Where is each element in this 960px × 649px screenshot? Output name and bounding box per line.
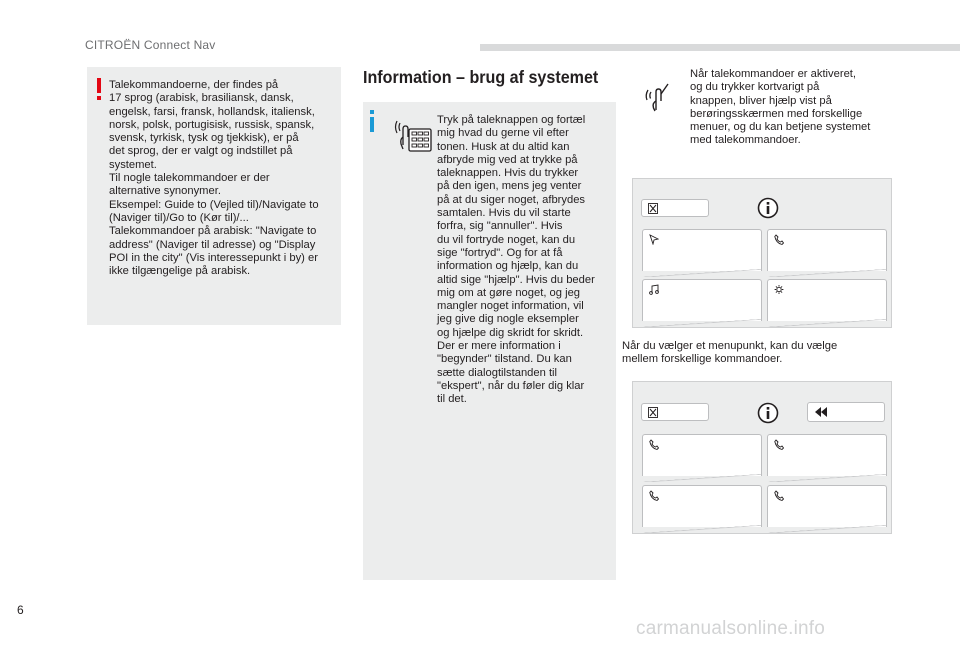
info-i-icon [368, 110, 376, 132]
voice-help-screen-submenu [632, 381, 892, 534]
close-button[interactable] [641, 403, 709, 421]
info-circle-icon[interactable] [757, 402, 779, 424]
command-button-2[interactable] [767, 434, 887, 476]
settings-menu-button[interactable] [767, 279, 887, 321]
phone-icon [774, 234, 784, 245]
header-title: CITROËN Connect Nav [85, 38, 216, 52]
phone-icon [774, 439, 784, 450]
navigation-icon [649, 234, 659, 245]
voice-keypad-icon [393, 115, 433, 155]
phone-icon [649, 439, 659, 450]
command-button-1[interactable] [642, 434, 762, 476]
media-menu-button[interactable] [642, 279, 762, 321]
menu-note-text: Når du vælger et menupunkt, kan du vælge mellem forskellige kommandoer. [622, 340, 838, 366]
finger-tap-icon [644, 80, 678, 112]
back-button[interactable] [807, 402, 885, 422]
close-x-icon [648, 203, 658, 214]
header-bar [480, 44, 960, 51]
navigation-menu-button[interactable] [642, 229, 762, 271]
exclamation-icon [95, 78, 103, 100]
touch-note-text: Når talekommandoer er aktiveret, og du trykker kortvarigt på knappen, bliver hjælp vist på berøringsskærmen med forskellige menuer, og du kan betjene systemet med talekommandoer. [690, 68, 871, 147]
info-circle-icon[interactable] [757, 197, 779, 219]
back-rewind-icon [814, 406, 828, 418]
music-note-icon [649, 284, 659, 295]
close-button[interactable] [641, 199, 709, 217]
page-number: 6 [17, 603, 24, 617]
phone-icon [774, 490, 784, 501]
warning-note-text: Talekommandoerne, der findes på 17 sprog (arabisk, brasiliansk, dansk, engelsk, farsi, fransk, hollandsk, italiensk, norsk, polsk, portugisisk, russisk, spansk, svensk, tyrkisk, tysk og tjekkisk), er på det sprog, der er valgt og indstillet på systemet. Til nogle talekommandoer er der alternative synonymer. Eksempel: Guide to (Vejled til)/Navigate to (Naviger til)/Go to (Kør til)/... Talekommandoer på arabisk: "Navigate to address" (Naviger til adresse) og "Display POI in the city" (Vis interessepunkt i by) er ikke tilgængelige på arabisk. [109, 79, 319, 278]
section-title: Information – brug af systemet [363, 67, 599, 87]
phone-menu-button[interactable] [767, 229, 887, 271]
watermark: carmanualsonline.info [636, 618, 826, 639]
gear-icon [774, 284, 784, 295]
command-button-4[interactable] [767, 485, 887, 527]
voice-help-screen-main [632, 178, 892, 328]
phone-icon [649, 490, 659, 501]
close-x-icon [648, 407, 658, 418]
command-button-3[interactable] [642, 485, 762, 527]
info-note-text: Tryk på taleknappen og fortæl mig hvad du gerne vil efter tonen. Husk at du altid kan afbryde mig ved at trykke på taleknappen. Hvis du trykker på den igen, mens jeg venter på at du siger noget, afbrydes samtalen. Hvis du vil starte forfra, sig "annuller". Hvis du vil fortryde noget, kan du sige "fortryd". Og for at få information og hjælp, kan du altid sige "hjælp". Hvis du beder mig om at gøre noget, og jeg mangler noget information, vil jeg give dig nogle eksempler og hjælpe dig skridt for skridt. Der er mere information i "begynder" tilstand. Du kan sætte dialogtilstanden til "ekspert", når du føler dig klar til det. [437, 114, 595, 406]
